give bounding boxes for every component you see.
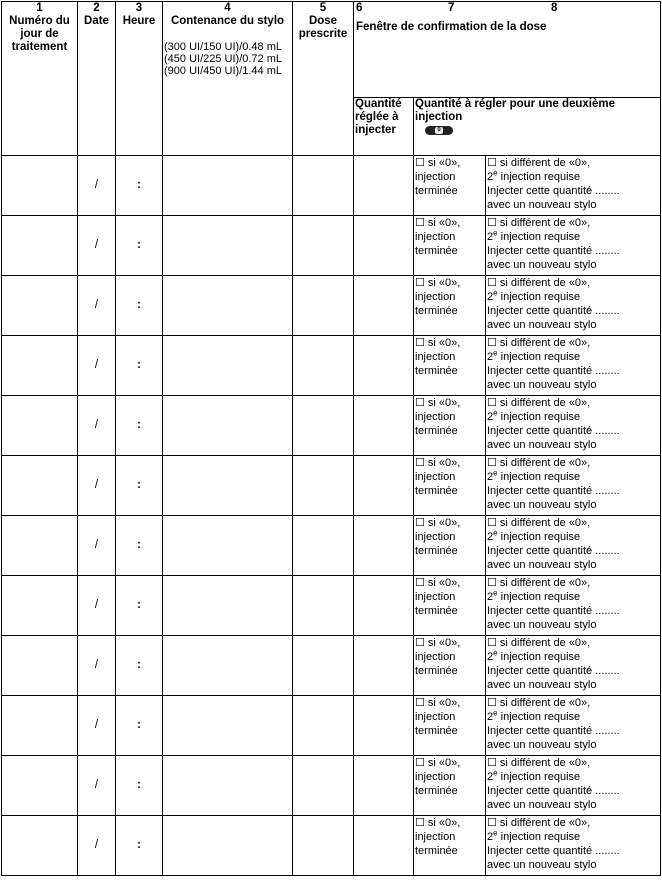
- set-quantity-cell[interactable]: [354, 696, 414, 756]
- dose-confirmation-window-label: Fenêtre de confirmation de la dose: [356, 21, 547, 33]
- zero-injection-text: injection: [415, 771, 456, 783]
- nonzero-checkbox-label: ☐ si différent de «0»,: [487, 697, 591, 709]
- inject-quantity-text: Injecter cette quantité ........: [487, 485, 620, 497]
- set-quantity-cell[interactable]: [354, 156, 414, 216]
- log-row: [2, 216, 661, 276]
- day-number-cell[interactable]: [2, 816, 78, 876]
- zero-injection-text: injection: [415, 411, 456, 423]
- new-pen-text: avec un nouveau stylo: [487, 859, 597, 871]
- ordinal-number: 2: [487, 591, 494, 603]
- injection-required-text: injection requise: [497, 171, 581, 183]
- day-number-cell[interactable]: [2, 756, 78, 816]
- new-pen-text: avec un nouveau stylo: [487, 679, 597, 691]
- zero-check-cell[interactable]: [414, 216, 486, 276]
- zero-injection-text: injection: [415, 711, 456, 723]
- inject-quantity-text: Injecter cette quantité ........: [487, 845, 620, 857]
- pen-dose-window-icon: [425, 126, 453, 135]
- pen-window-value: 0: [435, 127, 443, 134]
- time-separator: :: [137, 179, 141, 191]
- zero-finished-text: terminée: [415, 485, 458, 497]
- time-separator: :: [137, 239, 141, 251]
- zero-check-cell[interactable]: [414, 816, 486, 876]
- col7-label: Quantité à régler pour une deuxième injection: [415, 98, 616, 123]
- injection-required-text: injection requise: [497, 531, 581, 543]
- inject-quantity-text: Injecter cette quantité ........: [487, 545, 620, 557]
- zero-injection-text: injection: [415, 351, 456, 363]
- col5-header: [293, 2, 354, 156]
- second-injection-required-text: [487, 470, 659, 484]
- new-pen-text: avec un nouveau stylo: [487, 379, 597, 391]
- ordinal-suffix: e: [493, 708, 498, 718]
- zero-checkbox-label: ☐ si «0»,: [415, 217, 461, 229]
- log-row: [2, 696, 661, 756]
- set-quantity-cell[interactable]: [354, 756, 414, 816]
- inject-quantity-text: Injecter cette quantité ........: [487, 425, 620, 437]
- zero-finished-text: terminée: [415, 665, 458, 677]
- log-row: [2, 336, 661, 396]
- date-cell[interactable]: [78, 516, 116, 576]
- day-number-cell[interactable]: [2, 276, 78, 336]
- zero-injection-text: injection: [415, 471, 456, 483]
- pen-strength-option: (300 UI/150 UI)/0.48 mL: [164, 41, 283, 53]
- date-cell[interactable]: [78, 396, 116, 456]
- second-injection-required-text: [487, 590, 659, 604]
- ordinal-suffix: e: [493, 228, 498, 238]
- time-cell[interactable]: [116, 576, 163, 636]
- injection-required-text: injection requise: [497, 411, 581, 423]
- date-separator: /: [94, 419, 99, 431]
- zero-checkbox-label: ☐ si «0»,: [415, 517, 461, 529]
- day-number-cell[interactable]: [2, 216, 78, 276]
- zero-injection-text: injection: [415, 591, 456, 603]
- set-quantity-cell[interactable]: [354, 456, 414, 516]
- time-separator: :: [137, 299, 141, 311]
- second-injection-required-text: [487, 830, 659, 844]
- nonzero-checkbox-label: ☐ si différent de «0»,: [487, 757, 591, 769]
- nonzero-checkbox-label: ☐ si différent de «0»,: [487, 577, 591, 589]
- date-cell[interactable]: [78, 696, 116, 756]
- time-separator: :: [137, 779, 141, 791]
- col1-number: 1: [36, 2, 43, 14]
- ordinal-number: 2: [487, 771, 494, 783]
- time-cell[interactable]: [116, 816, 163, 876]
- time-separator: :: [137, 659, 141, 671]
- time-cell[interactable]: [116, 156, 163, 216]
- ordinal-suffix: e: [493, 528, 498, 538]
- second-injection-required-text: [487, 650, 659, 664]
- ordinal-number: 2: [487, 231, 494, 243]
- injection-required-text: injection requise: [497, 651, 581, 663]
- date-separator: /: [94, 599, 99, 611]
- set-quantity-cell[interactable]: [354, 516, 414, 576]
- time-separator: :: [137, 479, 141, 491]
- date-cell[interactable]: [78, 156, 116, 216]
- time-cell[interactable]: [116, 636, 163, 696]
- time-cell[interactable]: [116, 696, 163, 756]
- new-pen-text: avec un nouveau stylo: [487, 619, 597, 631]
- col2-number: 2: [93, 2, 100, 14]
- col5-label: Dose prescrite: [298, 15, 348, 40]
- pen-strength-cell[interactable]: [163, 216, 293, 276]
- col3-number: 3: [135, 2, 143, 14]
- pen-strength-cell[interactable]: [163, 276, 293, 336]
- zero-finished-text: terminée: [415, 845, 458, 857]
- second-injection-required-text: [487, 350, 659, 364]
- pen-strength-cell[interactable]: [163, 756, 293, 816]
- zero-injection-text: injection: [415, 291, 456, 303]
- pen-strength-cell[interactable]: [163, 396, 293, 456]
- injection-required-text: injection requise: [497, 231, 581, 243]
- ordinal-suffix: e: [493, 768, 498, 778]
- inject-quantity-text: Injecter cette quantité ........: [487, 245, 620, 257]
- date-separator: /: [94, 539, 99, 551]
- zero-finished-text: terminée: [415, 305, 458, 317]
- zero-checkbox-label: ☐ si «0»,: [415, 697, 461, 709]
- second-injection-cell[interactable]: [486, 636, 661, 696]
- date-cell[interactable]: [78, 816, 116, 876]
- date-separator: /: [94, 359, 99, 371]
- time-cell[interactable]: [116, 216, 163, 276]
- zero-finished-text: terminée: [415, 185, 458, 197]
- injection-required-text: injection requise: [497, 471, 581, 483]
- date-separator: /: [94, 659, 99, 671]
- time-cell[interactable]: [116, 276, 163, 336]
- second-injection-cell[interactable]: [486, 456, 661, 516]
- second-injection-required-text: [487, 530, 659, 544]
- second-injection-cell[interactable]: [486, 816, 661, 876]
- nonzero-checkbox-label: ☐ si différent de «0»,: [487, 517, 591, 529]
- pen-strength-option: (900 UI/450 UI)/1.44 mL: [164, 65, 283, 77]
- prescribed-dose-cell[interactable]: [293, 456, 354, 516]
- prescribed-dose-cell[interactable]: [293, 576, 354, 636]
- zero-check-cell[interactable]: [414, 396, 486, 456]
- zero-checkbox-label: ☐ si «0»,: [415, 397, 461, 409]
- log-row: [2, 156, 661, 216]
- new-pen-text: avec un nouveau stylo: [487, 199, 597, 211]
- pen-strength-cell[interactable]: [163, 696, 293, 756]
- injection-required-text: injection requise: [497, 291, 581, 303]
- zero-check-cell[interactable]: [414, 516, 486, 576]
- day-number-cell[interactable]: [2, 336, 78, 396]
- ordinal-number: 2: [487, 291, 494, 303]
- inject-quantity-text: Injecter cette quantité ........: [487, 365, 620, 377]
- second-injection-cell[interactable]: [486, 576, 661, 636]
- nonzero-checkbox-label: ☐ si différent de «0»,: [487, 157, 591, 169]
- inject-quantity-text: Injecter cette quantité ........: [487, 725, 620, 737]
- second-injection-cell[interactable]: [486, 216, 661, 276]
- date-separator: /: [94, 239, 99, 251]
- ordinal-suffix: e: [493, 648, 498, 658]
- col5-number: 5: [319, 2, 327, 14]
- zero-finished-text: terminée: [415, 785, 458, 797]
- prescribed-dose-cell[interactable]: [293, 516, 354, 576]
- col4-label: Contenance du stylo: [170, 15, 285, 27]
- col6-number: 6: [356, 2, 363, 14]
- prescribed-dose-cell[interactable]: [293, 816, 354, 876]
- nonzero-checkbox-label: ☐ si différent de «0»,: [487, 637, 591, 649]
- second-injection-required-text: [487, 410, 659, 424]
- ordinal-number: 2: [487, 411, 494, 423]
- nonzero-checkbox-label: ☐ si différent de «0»,: [487, 817, 591, 829]
- log-row: [2, 636, 661, 696]
- time-cell[interactable]: [116, 456, 163, 516]
- pen-strength-cell[interactable]: [163, 456, 293, 516]
- date-cell[interactable]: [78, 276, 116, 336]
- new-pen-text: avec un nouveau stylo: [487, 319, 597, 331]
- date-separator: /: [94, 299, 99, 311]
- second-injection-required-text: [487, 710, 659, 724]
- second-injection-cell[interactable]: [486, 396, 661, 456]
- ordinal-suffix: e: [493, 408, 498, 418]
- ordinal-suffix: e: [493, 588, 498, 598]
- new-pen-text: avec un nouveau stylo: [487, 259, 597, 271]
- zero-check-cell[interactable]: [414, 276, 486, 336]
- col1-header: [2, 2, 78, 156]
- col4-number: 4: [224, 2, 231, 14]
- ordinal-suffix: e: [493, 288, 498, 298]
- zero-check-cell[interactable]: [414, 456, 486, 516]
- inject-quantity-text: Injecter cette quantité ........: [487, 785, 620, 797]
- zero-checkbox-label: ☐ si «0»,: [415, 577, 461, 589]
- second-injection-cell[interactable]: [486, 516, 661, 576]
- prescribed-dose-cell[interactable]: [293, 696, 354, 756]
- zero-check-cell[interactable]: [414, 756, 486, 816]
- header-row-top: [2, 2, 661, 98]
- new-pen-text: avec un nouveau stylo: [487, 439, 597, 451]
- col3-label: Heure: [122, 15, 156, 27]
- zero-checkbox-label: ☐ si «0»,: [415, 157, 461, 169]
- ordinal-number: 2: [487, 351, 494, 363]
- pen-strength-cell[interactable]: [163, 576, 293, 636]
- time-separator: :: [137, 719, 141, 731]
- zero-check-cell[interactable]: [414, 696, 486, 756]
- pen-strength-cell[interactable]: [163, 516, 293, 576]
- set-quantity-cell[interactable]: [354, 336, 414, 396]
- prescribed-dose-cell[interactable]: [293, 636, 354, 696]
- ordinal-number: 2: [487, 471, 494, 483]
- zero-finished-text: terminée: [415, 245, 458, 257]
- second-injection-cell[interactable]: [486, 276, 661, 336]
- time-cell[interactable]: [116, 396, 163, 456]
- time-separator: :: [137, 359, 141, 371]
- zero-checkbox-label: ☐ si «0»,: [415, 337, 461, 349]
- date-cell[interactable]: [78, 576, 116, 636]
- zero-checkbox-label: ☐ si «0»,: [415, 817, 461, 829]
- log-row: [2, 396, 661, 456]
- zero-check-cell[interactable]: [414, 636, 486, 696]
- ordinal-suffix: e: [493, 168, 498, 178]
- injection-required-text: injection requise: [497, 351, 581, 363]
- prescribed-dose-cell[interactable]: [293, 756, 354, 816]
- pen-strength-options: [164, 41, 291, 77]
- set-quantity-cell[interactable]: [354, 396, 414, 456]
- second-injection-required-text: [487, 170, 659, 184]
- set-quantity-cell[interactable]: [354, 816, 414, 876]
- log-row: [2, 816, 661, 876]
- col1-label: Numéro du jour de traitement: [9, 15, 70, 53]
- nonzero-checkbox-label: ☐ si différent de «0»,: [487, 217, 591, 229]
- time-cell[interactable]: [116, 516, 163, 576]
- zero-injection-text: injection: [415, 651, 456, 663]
- col6-8-group-header: [354, 2, 661, 98]
- zero-check-cell[interactable]: [414, 336, 486, 396]
- second-injection-cell[interactable]: [486, 756, 661, 816]
- col4-header: [163, 2, 293, 156]
- zero-checkbox-label: ☐ si «0»,: [415, 277, 461, 289]
- new-pen-text: avec un nouveau stylo: [487, 559, 597, 571]
- time-cell[interactable]: [116, 336, 163, 396]
- inject-quantity-text: Injecter cette quantité ........: [487, 665, 620, 677]
- ordinal-suffix: e: [493, 348, 498, 358]
- zero-finished-text: terminée: [415, 425, 458, 437]
- date-separator: /: [94, 839, 99, 851]
- log-row: [2, 756, 661, 816]
- day-number-cell[interactable]: [2, 636, 78, 696]
- zero-finished-text: terminée: [415, 605, 458, 617]
- new-pen-text: avec un nouveau stylo: [487, 499, 597, 511]
- log-row: [2, 456, 661, 516]
- ordinal-suffix: e: [493, 828, 498, 838]
- time-separator: :: [137, 419, 141, 431]
- zero-check-cell[interactable]: [414, 576, 486, 636]
- second-injection-required-text: [487, 770, 659, 784]
- day-number-cell[interactable]: [2, 696, 78, 756]
- nonzero-checkbox-label: ☐ si différent de «0»,: [487, 397, 591, 409]
- second-injection-cell[interactable]: [486, 156, 661, 216]
- time-separator: :: [137, 839, 141, 851]
- zero-check-cell[interactable]: [414, 156, 486, 216]
- zero-injection-text: injection: [415, 171, 456, 183]
- date-cell[interactable]: [78, 636, 116, 696]
- date-cell[interactable]: [78, 336, 116, 396]
- set-quantity-cell[interactable]: [354, 276, 414, 336]
- injection-required-text: injection requise: [497, 711, 581, 723]
- date-cell[interactable]: [78, 756, 116, 816]
- col8-number: 8: [551, 2, 558, 14]
- prescribed-dose-cell[interactable]: [293, 336, 354, 396]
- prescribed-dose-cell[interactable]: [293, 156, 354, 216]
- zero-finished-text: terminée: [415, 545, 458, 557]
- set-quantity-cell[interactable]: [354, 576, 414, 636]
- time-separator: :: [137, 599, 141, 611]
- ordinal-number: 2: [487, 831, 494, 843]
- pen-strength-cell[interactable]: [163, 816, 293, 876]
- pen-strength-option: (450 UI/225 UI)/0.72 mL: [164, 53, 283, 65]
- pen-strength-cell[interactable]: [163, 636, 293, 696]
- second-injection-required-text: [487, 230, 659, 244]
- prescribed-dose-cell[interactable]: [293, 396, 354, 456]
- set-quantity-cell[interactable]: [354, 216, 414, 276]
- ordinal-number: 2: [487, 171, 494, 183]
- log-row: [2, 276, 661, 336]
- col2-header: [78, 2, 116, 156]
- new-pen-text: avec un nouveau stylo: [487, 799, 597, 811]
- date-separator: /: [94, 179, 99, 191]
- ordinal-number: 2: [487, 651, 494, 663]
- second-injection-required-text: [487, 290, 659, 304]
- injection-required-text: injection requise: [497, 831, 581, 843]
- zero-injection-text: injection: [415, 231, 456, 243]
- injection-required-text: injection requise: [497, 771, 581, 783]
- day-number-cell[interactable]: [2, 396, 78, 456]
- date-separator: /: [94, 479, 99, 491]
- prescribed-dose-cell[interactable]: [293, 276, 354, 336]
- nonzero-checkbox-label: ☐ si différent de «0»,: [487, 457, 591, 469]
- log-row: [2, 516, 661, 576]
- inject-quantity-text: Injecter cette quantité ........: [487, 605, 620, 617]
- inject-quantity-text: Injecter cette quantité ........: [487, 305, 620, 317]
- pen-strength-cell[interactable]: [163, 156, 293, 216]
- day-number-cell[interactable]: [2, 516, 78, 576]
- day-number-cell[interactable]: [2, 576, 78, 636]
- zero-finished-text: terminée: [415, 725, 458, 737]
- ordinal-number: 2: [487, 531, 494, 543]
- new-pen-text: avec un nouveau stylo: [487, 739, 597, 751]
- second-injection-cell[interactable]: [486, 696, 661, 756]
- ordinal-number: 2: [487, 711, 494, 723]
- time-separator: :: [137, 539, 141, 551]
- date-separator: /: [94, 779, 99, 791]
- nonzero-checkbox-label: ☐ si différent de «0»,: [487, 337, 591, 349]
- zero-checkbox-label: ☐ si «0»,: [415, 637, 461, 649]
- ordinal-suffix: e: [493, 468, 498, 478]
- zero-checkbox-label: ☐ si «0»,: [415, 757, 461, 769]
- prescribed-dose-cell[interactable]: [293, 216, 354, 276]
- date-cell[interactable]: [78, 216, 116, 276]
- col7-number: 7: [448, 2, 455, 14]
- zero-finished-text: terminée: [415, 365, 458, 377]
- zero-injection-text: injection: [415, 831, 456, 843]
- second-injection-cell[interactable]: [486, 336, 661, 396]
- day-number-cell[interactable]: [2, 456, 78, 516]
- injection-required-text: injection requise: [497, 591, 581, 603]
- day-number-cell[interactable]: [2, 156, 78, 216]
- inject-quantity-text: Injecter cette quantité ........: [487, 185, 620, 197]
- zero-injection-text: injection: [415, 531, 456, 543]
- pen-strength-cell[interactable]: [163, 336, 293, 396]
- col3-header: [116, 2, 163, 156]
- nonzero-checkbox-label: ☐ si différent de «0»,: [487, 277, 591, 289]
- date-cell[interactable]: [78, 456, 116, 516]
- set-quantity-cell[interactable]: [354, 636, 414, 696]
- time-cell[interactable]: [116, 756, 163, 816]
- date-separator: /: [94, 719, 99, 731]
- col7-header: [414, 98, 661, 156]
- zero-checkbox-label: ☐ si «0»,: [415, 457, 461, 469]
- col2-label: Date: [84, 15, 109, 27]
- dose-log-table: [1, 1, 661, 876]
- log-row: [2, 576, 661, 636]
- col6-label: Quantité réglée à injecter: [354, 98, 414, 156]
